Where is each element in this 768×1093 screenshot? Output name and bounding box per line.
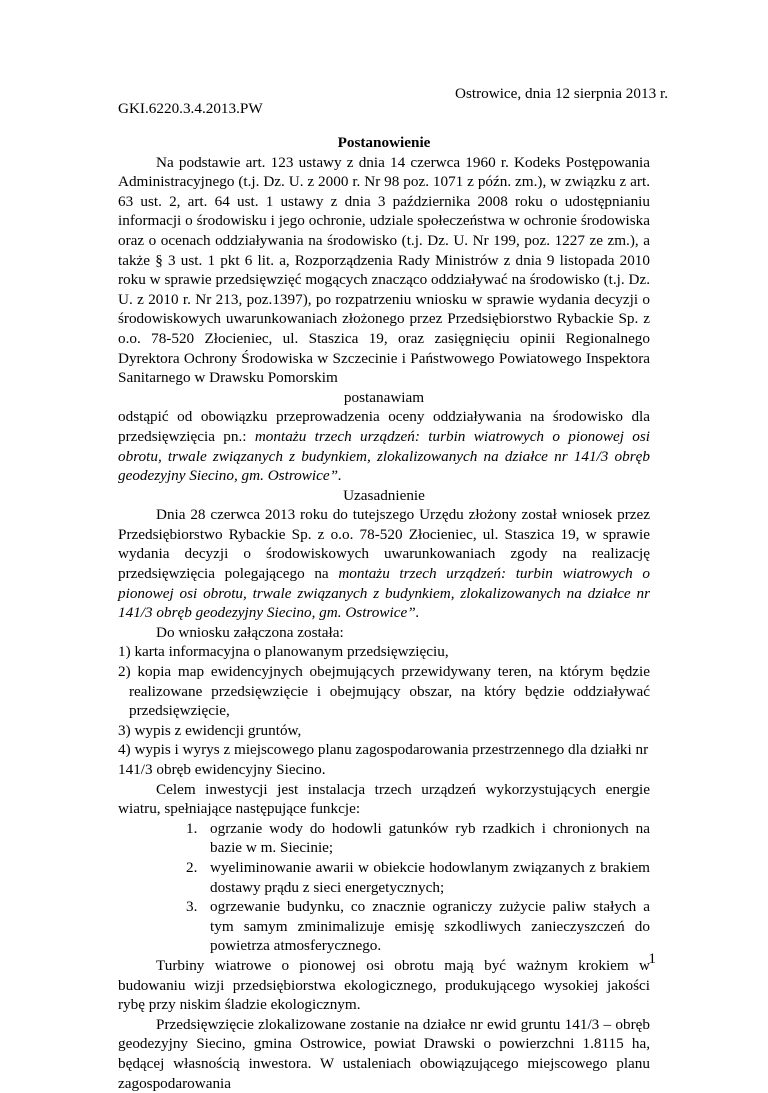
ruling-paragraph: [118, 407, 650, 485]
attachment-item: 3) wypis z ewidencji gruntów,: [118, 721, 302, 739]
attachment-item: 2) kopia map ewidencyjnych obejmujących przewidywany teren, na którym będzie realizowane przedsięwzięcie i obejmujący obszar, na który będzie oddziaływać przedsięwzięcie,: [118, 663, 650, 720]
attachment-item: 1) karta informacyjna o planowanym przedsięwzięciu,: [118, 643, 449, 661]
function-item: [186, 819, 650, 858]
function-number: 2.: [186, 858, 198, 876]
location-paragraph: Przedsięwzięcie zlokalizowane zostanie na działce nr ewid gruntu 141/3 – obręb geodezyjny Siecino, gmina Ostrowice, powiat Drawski o powierzchni 1.8115 ha, będącej własnością inwestora. W ustaleniach obowiązującego miejscowego planu zagospodarowania: [118, 1015, 650, 1092]
justification-project-name: montażu trzech urządzeń: turbin wiatrowych o pionowej osi obrotu, trwale związanych z budynkiem, zlokalizowanych na działce nr 141/3 obręb geodezyjny Siecino, gm. Ostrowice”.: [118, 565, 650, 622]
ruling-text: odstąpić od obowiązku przeprowadzenia oceny oddziaływania na środowisko dla przedsięwzięcia pn.:: [118, 408, 650, 445]
attachment-item: 4) wypis i wyrys z miejscowego planu zagospodarowania przestrzennego dla działki nr 141/3 obręb ewidencyjny Siecino.: [118, 741, 649, 778]
functions-list: [118, 819, 650, 956]
decision-title: Postanowienie: [337, 134, 431, 151]
resolve-word: postanawiam: [343, 388, 425, 406]
function-text: wyeliminowanie awarii w obiekcie hodowlanym związanych z brakiem dostawy prądu z sieci energetycznych;: [210, 858, 650, 896]
attachments-intro: Do wniosku załączona została:: [156, 623, 344, 641]
justification-title: Uzasadnienie: [343, 486, 425, 504]
justification-text: Dnia 28 czerwca 2013 roku do tutejszego Urzędu złożony został wniosek przez Przedsiębiorstwo Rybackie Sp. z o.o. 78-520 Złocieniec, ul. Staszica 19, w sprawie wydania decyzji o środowiskowych uwarunkowaniach zgody na realizację przedsięwzięcia polegającego na: [118, 506, 650, 583]
date-line: Ostrowice, dnia 12 sierpnia 2013 r.: [454, 85, 668, 102]
function-text: ogrzanie wody do hodowli gatunków ryb rzadkich i chronionych na bazie w m. Siecinie;: [210, 819, 650, 857]
decision-intro: Na podstawie art. 123 ustawy z dnia 14 czerwca 1960 r. Kodeks Postępowania Administracyjnego (t.j. Dz. U. z 2000 r. Nr 98 poz. 1071 z późn. zm.), w związku z art. 63 ust. 2, art. 64 ust. 1 ustawy z dnia 3 października 2008 roku o udostępnianiu informacji o środowisku i jego ochronie, udziale społeczeństwa w ochronie środowiska oraz o ocenach oddziaływania na środowisko (t.j. Dz. U. Nr 199, poz. 1227 ze zm.), a także § 3 ust. 1 pkt 6 lit. a, Rozporządzenia Rady Ministrów z dnia 9 listopada 2010 roku w sprawie przedsięwzięć mogących znacząco oddziaływać na środowisko (t.j. Dz. U. z 2010 r. Nr 213, poz.1397), po rozpatrzeniu wniosku w sprawie wydania decyzji o środowiskowych uwarunkowaniach złożonego przez Przedsiębiorstwo Rybackie Sp. z o.o. 78-520 Złocieniec, ul. Staszica 19, oraz zasięgnięciu opinii Regionalnego Dyrektora Ochrony Środowiska w Szczecinie i Państwowego Powiatowego Inspektora Sanitarnego w Drawsku Pomorskim: [118, 153, 650, 387]
page-number: 1: [648, 950, 656, 967]
function-number: 1.: [186, 819, 198, 837]
turbines-paragraph: Turbiny wiatrowe o pionowej osi obrotu mają być ważnym krokiem w budowaniu wizji przedsiębiorstwa ekologicznego, produkującego wysokiej jakości rybę przy niskim śladzie ekologicznym.: [118, 956, 650, 1014]
function-text: ogrzewanie budynku, co znacznie ograniczy zużycie paliw stałych a tym samym zminimalizuje emisję szkodliwych zanieczyszczeń do powietrza atmosferycznego.: [210, 898, 650, 955]
document-body: [118, 133, 650, 1093]
ruling-project-name: montażu trzech urządzeń: turbin wiatrowych o pionowej osi obrotu, trwale związanych z budynkiem, zlokalizowanych na działce nr 141/3 obręb geodezyjny Siecino, gm. Ostrowice”.: [118, 427, 650, 485]
justification-paragraph: [118, 505, 650, 623]
function-item: [186, 897, 650, 956]
purpose-paragraph: Celem inwestycji jest instalacja trzech urządzeń wykorzystujących energie wiatru, spełniające następujące funkcje:: [118, 780, 650, 818]
function-number: 3.: [186, 898, 198, 916]
function-item: [186, 858, 650, 897]
reference-number: GKI.6220.3.4.2013.PW: [118, 100, 263, 117]
